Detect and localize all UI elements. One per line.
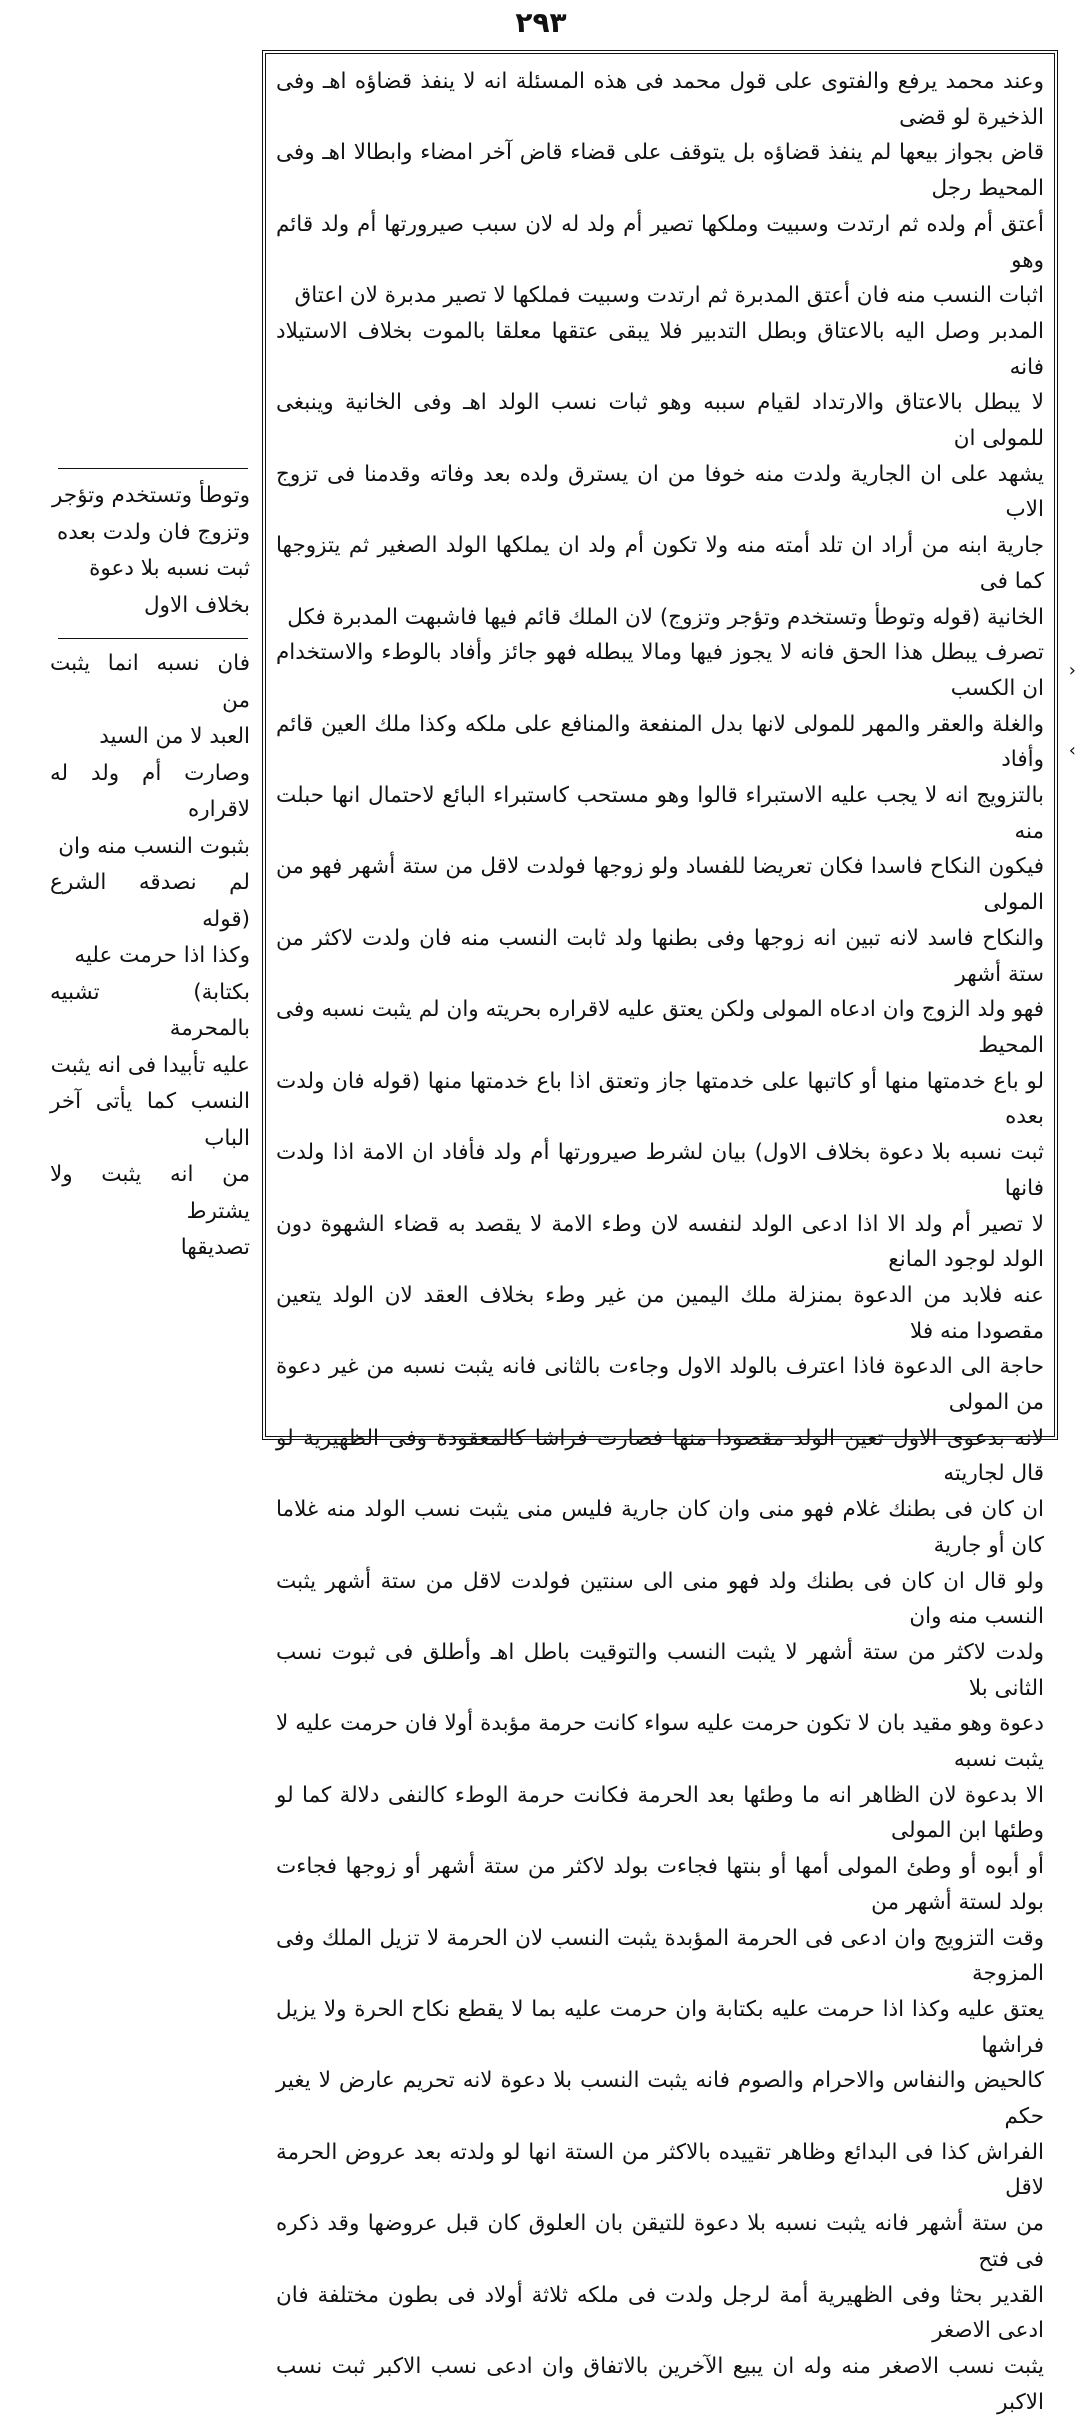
margin-line: فان نسبه انما يثبت من [50,651,250,713]
page-number: ٢٩٣ [515,6,567,39]
text-line: قاض بجواز بيعها لم ينفذ قضاؤه بل يتوقف على قضاء قاض آخر امضاء وابطالا اهـ وفى المحيط رجل [276,140,1044,202]
text-line: لانه بدعوى الاول تعين الولد مقصودا منها فصارت فراشا كالمعقودة وفى الظهيرية لو قال لجاريته [276,1425,1044,1487]
text-line: فهو ولد الزوج وان ادعاه المولى ولكن يعتق عليه لاقراره بحريته وان لم يثبت نسبه وفى المحيط [276,997,1044,1058]
text-line: اثبات النسب منه فان أعتق المدبرة ثم ارتدت وسبيت فملكها لا تصير مدبرة لان اعتاق [294,283,1044,309]
text-line: لا يبطل بالاعتاق والارتداد لقيام سببه وهو ثبات نسب الولد اهـ وفى الخانية وينبغى للمولى ان [276,390,1044,452]
text-line: القدير بحثا وفى الظهيرية أمة لرجل ولدت فى ملكه ثلاثة أولاد فى بطون مختلفة فان ادعى الاصغر [276,2282,1044,2344]
margin-line: ثبت نسبه بلا دعوة [89,556,250,581]
text-line: فيكون النكاح فاسدا فكان تعريضا للفساد ولو زوجها فولدت لاقل من ستة أشهر فهو من المولى [276,854,1044,916]
margin-line: العبد لا من السيد [99,724,250,749]
margin-gloss-text [50,646,250,1267]
text-line: ثبت نسبه بلا دعوة بخلاف الاول) بيان لشرط صيرورتها أم ولد فأفاد ان الامة اذا ولدت فانها [276,1140,1044,1201]
text-line: ان كان فى بطنك غلام فهو منى وان كان جارية فليس منى يثبت نسب الولد منه غلاما كان أو جارية [276,1497,1044,1558]
side-divider-bottom [58,638,248,639]
text-line: جارية ابنه من أراد ان تلد أمته منه ولا تكون أم ولد ان يملكها الولد الصغير ثم يتزوجها كما فى [276,533,1044,594]
margin-mark: › [1068,660,1076,681]
text-line: أعتق أم ولده ثم ارتدت وسبيت وملكها تصير أم ولد له لان سبب صيرورتها أم ولد قائم وهو [276,211,1044,273]
text-line: عنه فلابد من الدعوة بمنزلة ملك اليمين من غير وطء بخلاف العقد لان الولد يتعين مقصودا منه فلا [276,1282,1044,1344]
margin-line: بخلاف الاول [143,592,250,618]
margin-line: وكذا اذا حرمت عليه [74,943,250,968]
side-divider-top [58,468,248,469]
margin-line: وصارت أم ولد له لاقراره [50,760,250,822]
text-line: من ستة أشهر فانه يثبت نسبه بلا دعوة للتيقن بان العلوق كان قبل عروضها وقد ذكره فى فتح [276,2211,1044,2272]
text-line: والنكاح فاسد لانه تبين انه زوجها وفى بطنها ولد ثابت النسب منه فان ولدت لاكثر من ستة أشهر [276,925,1044,987]
text-line: الا بدعوة لان الظاهر انه ما وطئها بعد الحرمة فكانت حرمة الوطء كالنفى دلالة كما لو وطئها ابن المولى [276,1782,1044,1844]
margin-line: عليه تأبيدا فى انه يثبت [50,1052,250,1078]
margin-line: وتوطأ وتستخدم وتؤجر [52,483,250,508]
margin-line: بكتابة) تشبيه بالمحرمة [50,979,250,1041]
text-line: وقت التزويج وان ادعى فى الحرمة المؤبدة يثبت النسب لان الحرمة لا تزيل الملك وفى المزوجة [276,1925,1044,1987]
text-line: أو أبوه أو وطئ المولى أمها أو بنتها فجاءت بولد لاكثر من ستة أشهر أو زوجها فجاءت بولد لستة أشهر من [276,1854,1044,1915]
margin-mark: ‹ [1068,740,1076,761]
text-line: دعوة وهو مقيد بان لا تكون حرمت عليه سواء كانت حرمة مؤبدة أولا فان حرمت عليه لا يثبت نسبه [276,1711,1044,1773]
text-line: كالحيض والنفاس والاحرام والصوم فانه يثبت النسب بلا دعوة لانه تحريم عارض لا يغير حكم [276,2068,1044,2130]
text-line: لو باع خدمتها منها أو كاتبها على خدمتها جاز وتعتق اذا باع خدمتها منها (قوله فان ولدت بعده [276,1068,1044,1130]
margin-line: تصديقها [180,1235,250,1260]
margin-line: من انه يثبت ولا يشترط [50,1162,250,1224]
text-line: يشهد على ان الجارية ولدت منه خوفا من ان يسترق ولده بعد وفاته وقدمنا فى تزوج الاب [276,461,1044,523]
text-line: حاجة الى الدعوة فاذا اعترف بالولد الاول وجاءت بالثانى فانه يثبت نسبه من غير دعوة من المولى [276,1354,1044,1416]
text-line: الخانية (قوله وتوطأ وتستخدم وتؤجر وتزوج) لان الملك قائم فيها فاشبهت المدبرة فكل [287,604,1044,630]
text-line: المدبر وصل اليه بالاعتاق وبطل التدبير فلا يبقى عتقها معلقا بالموت بخلاف الاستيلاد فانه [276,318,1044,380]
text-line: لا تصير أم ولد الا اذا ادعى الولد لنفسه لان وطء الامة لا يقصد به قضاء الشهوة دون الولد لوجود المانع [276,1211,1044,1273]
text-line: ولدت لاكثر من ستة أشهر لا يثبت النسب والتوقيت باطل اهـ وأطلق فى ثبوت نسب الثانى بلا [276,1639,1044,1701]
text-line: بالتزويج انه لا يجب عليه الاستبراء قالوا وهو مستحب كاستبراء البائع لاحتمال انها حبلت منه [276,783,1044,844]
text-line: الفراش كذا فى البدائع وظاهر تقييده بالاكثر من الستة انها لو ولدته بعد عروض الحرمة لاقل [276,2139,1044,2201]
main-text-frame [262,50,1058,2415]
main-commentary-text [276,64,1044,2420]
text-line: تصرف يبطل هذا الحق فانه لا يجوز فيها ومالا يبطله فهو جائز وأفاد بالوطء والاستخدام ان الكسب [276,640,1044,701]
margin-line: وتزوج فان ولدت بعده [57,519,250,545]
margin-line: بثبوت النسب منه وان [58,833,250,859]
text-line: وعند محمد يرفع والفتوى على قول محمد فى هذه المسئلة انه لا ينفذ قضاؤه اهـ وفى الذخيرة لو قضى [276,69,1044,130]
text-line: يعتق عليه وكذا اذا حرمت عليه بكتابة وان حرمت عليه بما لا يقطع نكاح الحرة ولا يزيل فراشها [276,1996,1044,2058]
margin-line: النسب كما يأتى آخر الباب [50,1089,250,1151]
text-line: والغلة والعقر والمهر للمولى لانها بدل المنفعة والمنافع على ملكه وكذا ملك العين قائم وأفاد [276,711,1044,773]
margin-line: لم نصدقه الشرع (قوله [50,870,250,932]
text-line: ولو قال ان كان فى بطنك ولد فهو منى الى سنتين فولدت لاقل من ستة أشهر يثبت النسب منه وان [276,1568,1044,1630]
margin-matn-text [50,478,250,624]
text-line: يثبت نسب الاصغر منه وله ان يبيع الآخرين بالاتفاق وان ادعى نسب الاكبر ثبت نسب الاكبر [276,2354,1044,2415]
